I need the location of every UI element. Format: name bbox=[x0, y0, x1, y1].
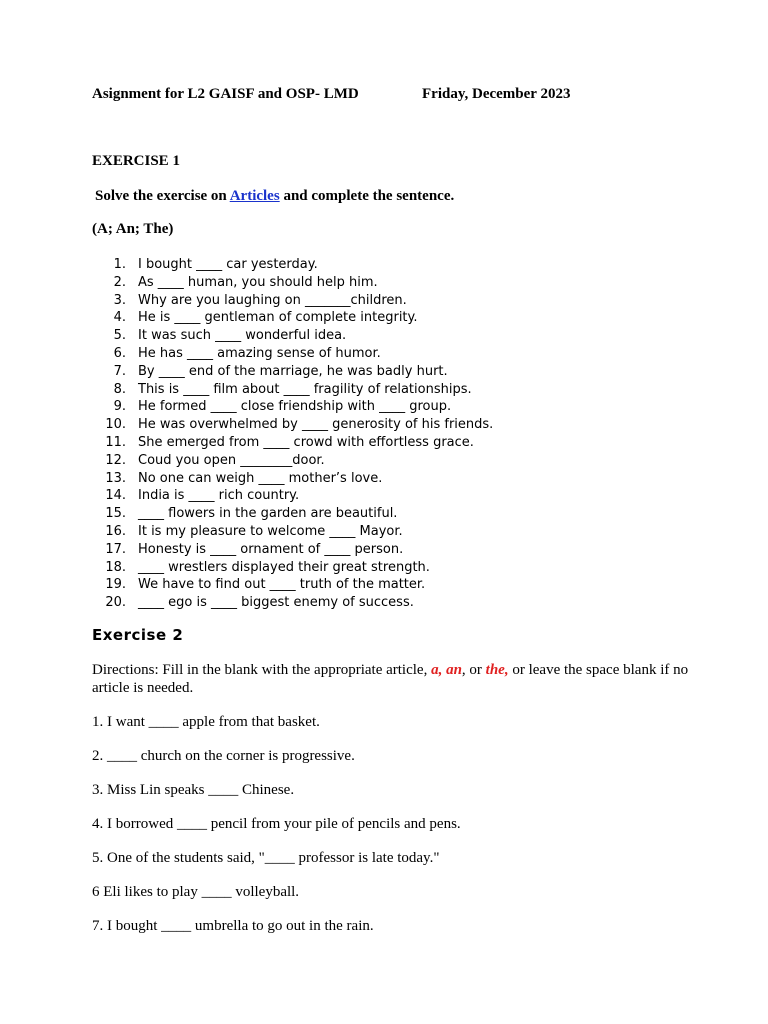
exercise-1-item bbox=[0, 398, 768, 416]
exercise-1-item bbox=[0, 452, 768, 470]
exercise-1-item bbox=[0, 274, 768, 292]
item-sentence: No one can weigh ____ mother’s love. bbox=[138, 470, 383, 486]
exercise-1-item bbox=[0, 541, 768, 559]
document-header bbox=[92, 86, 692, 103]
exercise-1-item bbox=[0, 292, 768, 310]
exercise-1-item bbox=[0, 487, 768, 505]
item-number: 5. bbox=[113, 328, 126, 344]
item-number: 19. bbox=[105, 577, 126, 593]
exercise-1-instruction bbox=[95, 188, 454, 205]
item-number: 20. bbox=[105, 595, 126, 611]
item-sentence: He formed ____ close friendship with ____ group. bbox=[138, 399, 452, 415]
item-number: 8. bbox=[113, 381, 126, 397]
item-number: 6. bbox=[113, 345, 126, 361]
exercise-2-list bbox=[92, 713, 712, 951]
exercise-1-item bbox=[0, 309, 768, 327]
item-sentence: He is ____ gentleman of complete integrity. bbox=[138, 310, 418, 326]
exercise-2-directions bbox=[92, 662, 692, 697]
item-sentence: ____ flowers in the garden are beautiful. bbox=[138, 506, 398, 522]
instruction-text-pre: Solve the exercise on bbox=[95, 188, 230, 204]
article-sep-1: , bbox=[438, 662, 447, 678]
assignment-title: Asignment for L2 GAISF and OSP- LMD bbox=[92, 86, 359, 102]
directions-text-post: or leave the space blank if no article is needed. bbox=[92, 662, 689, 696]
exercise-1-item bbox=[0, 594, 768, 612]
item-sentence: By ____ end of the marriage, he was badly hurt. bbox=[138, 363, 448, 379]
exercise-1-item bbox=[0, 381, 768, 399]
item-sentence: I bought ____ car yesterday. bbox=[138, 257, 318, 272]
exercise-1-item bbox=[0, 363, 768, 381]
exercise-2-item: 2. ____ church on the corner is progressive. bbox=[92, 748, 355, 764]
exercise-2-item: 3. Miss Lin speaks ____ Chinese. bbox=[92, 782, 295, 798]
item-number: 15. bbox=[105, 506, 126, 522]
exercise-1-item bbox=[0, 523, 768, 541]
article-options: (A; An; The) bbox=[92, 221, 174, 237]
item-number: 9. bbox=[113, 399, 126, 415]
item-number: 1. bbox=[113, 257, 126, 272]
article-sep-2: , or bbox=[461, 662, 486, 678]
article-the: the bbox=[485, 662, 505, 678]
exercise-1-item bbox=[0, 505, 768, 523]
exercise-2-item: 1. I want ____ apple from that basket. bbox=[92, 714, 320, 730]
item-number: 10. bbox=[105, 417, 126, 433]
item-sentence: We have to find out ____ truth of the matter. bbox=[138, 577, 426, 593]
item-number: 16. bbox=[105, 523, 126, 539]
exercise-1-item bbox=[0, 345, 768, 363]
article-an: an bbox=[446, 662, 462, 678]
exercise-1-item bbox=[0, 559, 768, 577]
item-sentence: Coud you open ________door. bbox=[138, 452, 325, 468]
exercise-2-title: Exercise 2 bbox=[92, 626, 184, 644]
exercise-1-item bbox=[0, 416, 768, 434]
articles-link[interactable]: Articles bbox=[229, 188, 280, 204]
item-sentence: It was such ____ wonderful idea. bbox=[138, 328, 347, 344]
item-sentence: He was overwhelmed by ____ generosity of his friends. bbox=[138, 417, 494, 433]
item-sentence: As ____ human, you should help him. bbox=[138, 274, 378, 290]
exercise-2-item: 7. I bought ____ umbrella to go out in the rain. bbox=[92, 918, 374, 934]
exercise-1-item bbox=[0, 256, 768, 274]
item-number: 14. bbox=[105, 488, 126, 504]
item-sentence: ____ wrestlers displayed their great strength. bbox=[138, 559, 430, 575]
item-sentence: Honesty is ____ ornament of ____ person. bbox=[138, 541, 404, 557]
article-a: a bbox=[431, 662, 439, 678]
exercise-1-title: EXERCISE 1 bbox=[92, 153, 180, 169]
item-sentence: ____ ego is ____ biggest enemy of success. bbox=[138, 595, 414, 611]
item-number: 11. bbox=[105, 434, 126, 450]
item-number: 18. bbox=[105, 559, 126, 575]
item-number: 3. bbox=[113, 292, 126, 308]
item-number: 13. bbox=[105, 470, 126, 486]
instruction-text-post: and complete the sentence. bbox=[279, 188, 455, 204]
exercise-2-item: 6 Eli likes to play ____ volleyball. bbox=[92, 884, 300, 900]
item-number: 4. bbox=[113, 310, 126, 326]
exercise-1-item bbox=[0, 470, 768, 488]
item-sentence: It is my pleasure to welcome ____ Mayor. bbox=[138, 523, 403, 539]
item-sentence: He has ____ amazing sense of humor. bbox=[138, 345, 381, 361]
item-sentence: This is ____ film about ____ fragility of relationships. bbox=[138, 381, 472, 397]
item-number: 12. bbox=[105, 452, 126, 468]
assignment-date: Friday, December 2023 bbox=[422, 86, 571, 102]
exercise-2-item: 5. One of the students said, "____ professor is late today." bbox=[92, 850, 440, 866]
exercise-1-item bbox=[0, 434, 768, 452]
exercise-1-list bbox=[0, 256, 768, 612]
exercise-1-item bbox=[0, 576, 768, 594]
article-sep-3: , bbox=[504, 662, 509, 678]
item-sentence: India is ____ rich country. bbox=[138, 488, 300, 504]
directions-text-pre: Directions: Fill in the blank with the appropriate article, bbox=[92, 662, 432, 678]
item-sentence: Why are you laughing on _______children. bbox=[138, 292, 407, 308]
item-number: 2. bbox=[113, 274, 126, 290]
exercise-2-item: 4. I borrowed ____ pencil from your pile of pencils and pens. bbox=[92, 816, 461, 832]
item-number: 17. bbox=[105, 541, 126, 557]
exercise-1-item bbox=[0, 327, 768, 345]
item-sentence: She emerged from ____ crowd with effortless grace. bbox=[138, 434, 474, 450]
item-number: 7. bbox=[113, 363, 126, 379]
